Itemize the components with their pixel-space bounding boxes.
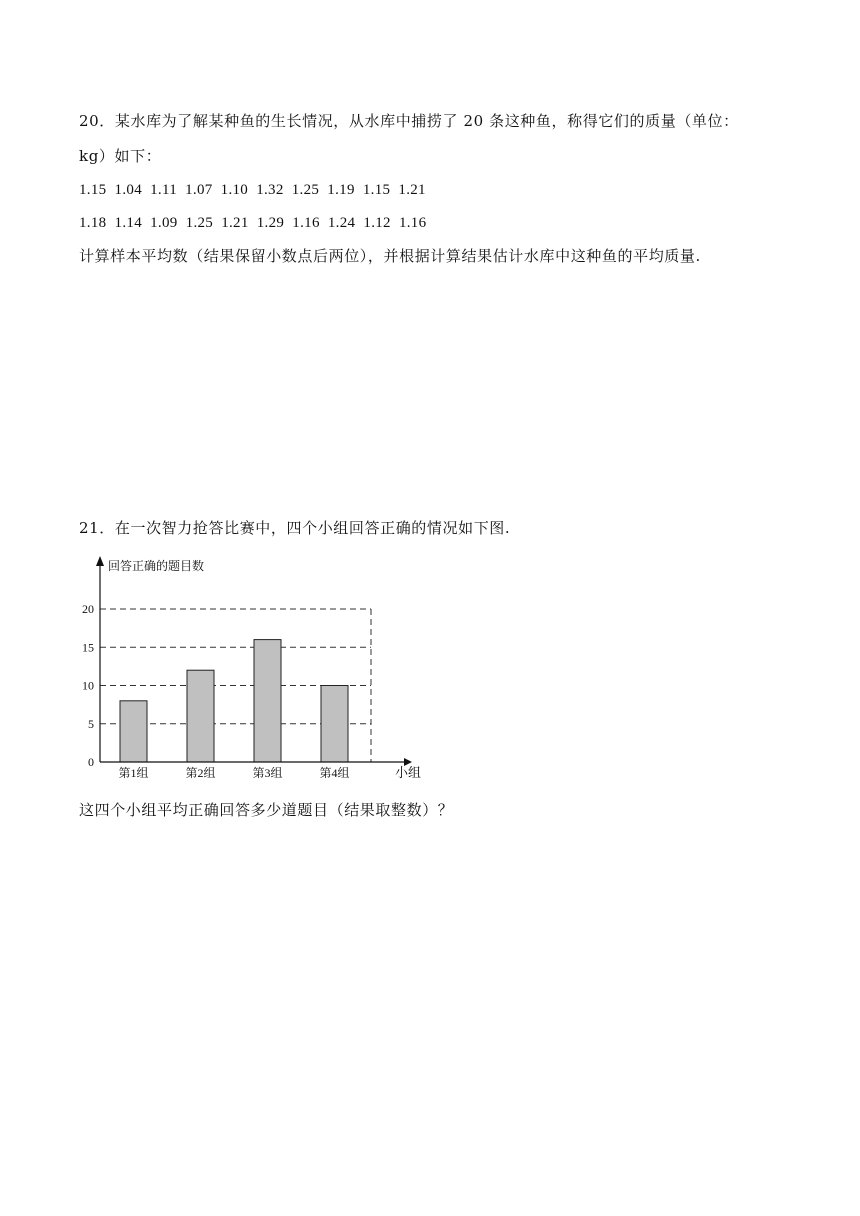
y-tick-label: 10 <box>82 678 94 693</box>
bar-chart <box>70 550 430 785</box>
y-axis-arrow <box>96 556 104 566</box>
x-tick-label: 第4组 <box>319 766 350 780</box>
bar-4 <box>321 686 348 763</box>
q20-line3: 计算样本平均数（结果保留小数点后两位），并根据计算结果估计水库中这种鱼的平均质量. <box>79 247 701 265</box>
bar-2 <box>187 670 214 762</box>
bar-3 <box>254 640 281 762</box>
y-tick-label: 5 <box>88 716 94 731</box>
q21-question: 这四个小组平均正确回答多少道题目（结果取整数）？ <box>79 801 454 819</box>
q20-line1: 20．某水库为了解某种鱼的生长情况，从水库中捕捞了 20 条这种鱼，称得它们的质量（单位： <box>79 112 739 130</box>
q21-line1: 21．在一次智力抢答比赛中，四个小组回答正确的情况如下图. <box>79 519 511 537</box>
bar-1 <box>120 701 147 762</box>
x-tick-label: 第1组 <box>118 766 149 780</box>
x-tick-label: 第2组 <box>185 766 216 780</box>
y-tick-label: 15 <box>82 640 94 655</box>
y-axis-label: 回答正确的题目数 <box>108 559 205 573</box>
x-tick-label: 第3组 <box>252 766 283 780</box>
x-axis-label: 小组 <box>395 765 422 780</box>
q20-line2: kg）如下： <box>79 147 162 165</box>
q20-data-row1: 1.15 1.04 1.11 1.07 1.10 1.32 1.25 1.19 1.15 1.21 <box>79 182 426 198</box>
y-tick-label: 0 <box>88 755 94 769</box>
q20-data-row2: 1.18 1.14 1.09 1.25 1.21 1.29 1.16 1.24 1.12 1.16 <box>79 215 427 231</box>
y-tick-label: 20 <box>82 602 94 616</box>
bars <box>120 640 348 762</box>
